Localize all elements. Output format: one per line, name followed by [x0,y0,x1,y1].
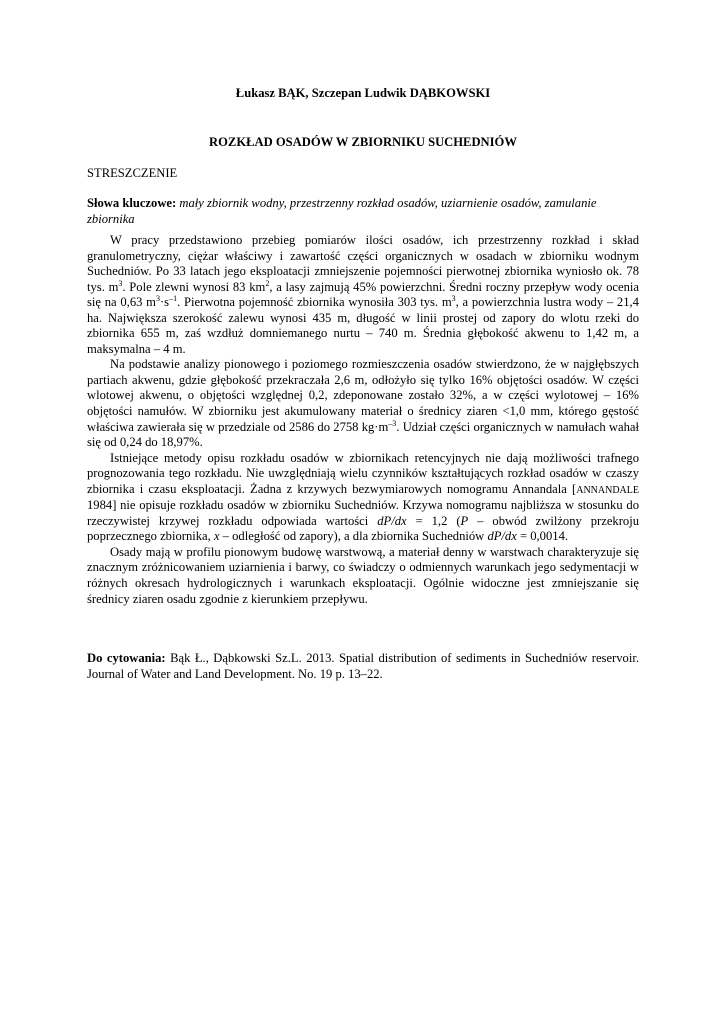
citation-label: Do cytowania: [87,651,166,665]
keywords-label: Słowa kluczowe: [87,196,177,210]
superscript: –1 [169,294,178,303]
text-run: . Pierwotna pojemność zbiornika wynosiła 303 tys. m [177,295,452,310]
citation-text: Bąk Ł., Dąbkowski Sz.L. 2013. Spatial distribution of sediments in Suchedniów reservoir. Journal of Water and Land Development. No. 19 p. 13–22. [87,651,639,681]
abstract-paragraph-3 [87,451,639,545]
abstract-paragraph-2 [87,357,639,450]
abstract-paragraph-1 [87,233,639,357]
superscript: 3 [155,294,160,303]
text-run: , a lasy zajmują 45% powierzchni. Średni roczny przepływ wody ocenia się na 0,63 m [87,279,639,310]
text-run: W pracy przedstawiono przebieg pomiarów ilości osadów, ich przestrzenny rozkład i skład granulometryczny, ciężar właściwy i zawartość części organicznych w osadach w zbiorniku wodnym Suchedniów. Po 33 latach jego eksploatacji zmniejszenie pojemności pierwotnej zbiornika wyniosło ok. 78 tys. m [87,233,639,294]
keywords-value: mały zbiornik wodny, przestrzenny rozkład osadów, uziarnienie osadów, zamulanie zbiornika [87,196,597,226]
text-run: = 1,2 ( [406,513,461,528]
text-run: = 0,0014. [516,529,569,544]
text-run: , a powierzchnia lustra wody – 21,4 ha. Największa szerokość zalewu wynosi 435 m, długość w linii prostej od zapory do wlotu rzeki do zbiornika 655 m, zaś wzdłuż domniemanego nurtu – 740 m. Średnia głębokość akwenu to 1,42 m, a maksymalna – 4 m. [87,295,639,356]
section-heading: STRESZCZENIE [87,166,178,180]
keywords [87,196,639,227]
italic-formula: dP/dx [377,513,407,528]
superscript: 3 [118,278,123,288]
superscript: 3 [451,294,456,303]
text-run: 1984] nie opisuje rozkładu osadów w zbiorniku Suchedniów. Krzywa nomogramu najbliższa w stosunku do rzeczywistej krzywej rozkładu odpowiada wartości [87,498,639,528]
text-run: . Pole zlewni wynosi 83 km [122,279,266,294]
abstract-body [87,233,639,607]
text-run: ·s [159,295,170,310]
small-caps-author: ANNANDALE [576,484,639,496]
italic-formula: P [460,513,469,528]
authors: Łukasz BĄK, Szczepan Ludwik DĄBKOWSKI [235,86,491,100]
paper-title: ROZKŁAD OSADÓW W ZBIORNIKU SUCHEDNIÓW [209,135,517,149]
italic-formula: x [213,529,220,544]
superscript: 2 [265,278,270,288]
superscript: –3 [388,418,397,428]
text-run: Istniejące metody opisu rozkładu osadów w zbiornikach retencyjnych nie dają możliwości trafnego prognozowania tego rozkładu. Nie uwzględniają wielu czynników kształtujących rozkład osadów w czaszy zbiornika i czasu eksploatacji. Żadna z krzywych bezwymiarowych nomogramu Annandala [ [87,450,639,496]
text-run: . Udział części organicznych w namułach wahał się od 0,24 do 18,97%. [87,419,639,450]
text-run: Na podstawie analizy pionowego i poziomego rozmieszczenia osadów stwierdzono, że w najgłębszych partiach akwenu, gdzie głębokość przekraczała 2,6 m, odłożyło się tylko 16% objętości osadów. W części wlotowej akwenu, o objętości względnej 0,2, zdeponowane zostało 32%, a w części wylotowej – 16% objętości namułów. W zbiorniku jest akumulowany materiał o średnicy ziaren <1,0 mm, którego gęstość właściwa zawierała się w przedziale od 2586 do 2758 kg·m [87,357,639,434]
citation [87,651,639,682]
italic-formula: dP/dx [487,529,517,544]
text-run: – obwód zwilżony przekroju poprzecznego zbiornika, [87,513,640,544]
text-run: – odległość od zapory), a dla zbiornika Suchedniów [219,529,488,544]
abstract-paragraph-4: Osady mają w profilu pionowym budowę warstwową, a materiał denny w warstwach charakteryzuje się znacznym zróżnicowaniem uziarnienia i barwy, co świadczy o odmiennych warunkach jego sedymentacji w różnych okresach hydrologicznych i warunkach eksploatacji. Ogólnie widoczne jest zmniejszanie się średnicy ziaren osadu zgodnie z kierunkiem przepływu. [87,544,639,606]
